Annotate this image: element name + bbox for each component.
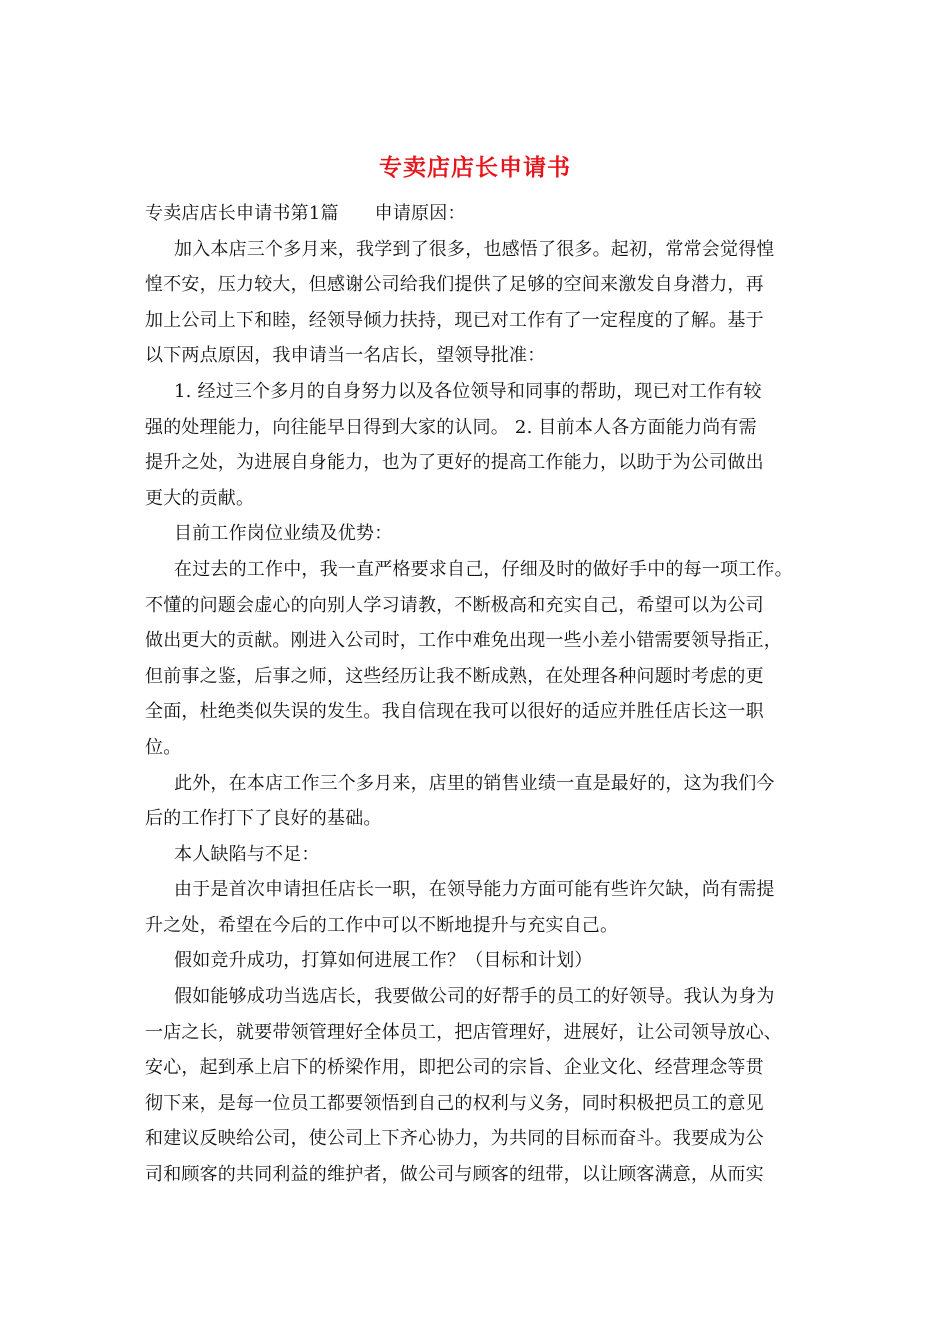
text-line-content: 提升之处，为进展自身能力，也为了更好的提高工作能力，以助于为公司做出 <box>145 452 764 474</box>
text-line <box>145 979 815 1015</box>
text-line-content: 强的处理能力，向往能早日得到大家的认同。 2. 目前本人各方面能力尚有需 <box>145 416 757 438</box>
text-line <box>145 943 815 979</box>
document-title: 专卖店店长申请书 <box>379 154 571 181</box>
text-line <box>145 303 815 339</box>
text-line <box>145 445 815 481</box>
text-line <box>145 481 815 517</box>
text-line-content: 本人缺陷与不足： <box>174 843 320 865</box>
text-line <box>145 837 815 873</box>
text-line <box>145 623 815 659</box>
text-line <box>145 1086 815 1122</box>
text-line-content: 和建议反映给公司，使公司上下齐心协力，为共同的目标而奋斗。我要成为公 <box>145 1128 764 1150</box>
text-line <box>145 552 815 588</box>
text-line-content: 加入本店三个多月来，我学到了很多，也感悟了很多。起初，常常会觉得惶 <box>174 238 775 260</box>
text-line-content: 专卖店店长申请书第1篇 <box>145 203 339 224</box>
text-line <box>145 588 815 624</box>
text-line-content: 此外，在本店工作三个多月来，店里的销售业绩一直是最好的，这为我们今 <box>174 772 775 794</box>
text-line-content: 由于是首次申请担任店长一职，在领导能力方面可能有些许欠缺，尚有需提 <box>174 879 775 901</box>
text-line-content: 做出更大的贡献。刚进入公司时，工作中难免出现一些小差小错需要领导指正， <box>145 630 782 652</box>
text-line-content: 假如竞升成功，打算如何进展工作？（目标和计划） <box>174 950 593 972</box>
text-line <box>145 801 815 837</box>
text-line-content: 安心，起到承上启下的桥梁作用，即把公司的宗旨、企业文化、经营理念等贯 <box>145 1057 764 1079</box>
text-line-content: 惶不安，压力较大，但感谢公司给我们提供了足够的空间来激发自身潜力，再 <box>145 274 764 296</box>
text-line <box>145 1015 815 1051</box>
text-line <box>145 232 815 268</box>
text-line <box>145 516 815 552</box>
text-line <box>145 338 815 374</box>
text-line-content: 全面，杜绝类似失误的发生。我自信现在我可以很好的适应并胜任店长这一职 <box>145 701 764 723</box>
text-line-content: 在过去的工作中，我一直严格要求自己，仔细及时的做好手中的每一项工作。 <box>174 558 793 580</box>
text-line <box>145 374 815 410</box>
text-line <box>145 730 815 766</box>
text-line <box>145 659 815 695</box>
text-line-content: 彻下来，是每一位员工都要领悟到自己的权利与义务，同时积极把员工的意见 <box>145 1092 764 1114</box>
text-line <box>145 1157 815 1193</box>
text-line <box>145 267 815 303</box>
text-line <box>145 694 815 730</box>
text-line-content: 位。 <box>145 736 182 758</box>
text-line <box>145 410 815 446</box>
text-line-content: 加上公司上下和睦，经领导倾力扶持，现已对工作有了一定程度的了解。基于 <box>145 309 764 331</box>
text-line-content: 目前工作岗位业绩及优势： <box>174 523 393 545</box>
text-line-content: 假如能够成功当选店长，我要做公司的好帮手的员工的好领导。我认为身为 <box>174 986 775 1008</box>
text-line-content: 一店之长，就要带领管理好全体员工，把店管理好，进展好，让公司领导放心、 <box>145 1021 782 1043</box>
text-line <box>145 1050 815 1086</box>
text-line <box>145 196 815 232</box>
text-line-content: 司和顾客的共同利益的维护者，做公司与顾客的纽带，以让顾客满意，从而实 <box>145 1164 764 1186</box>
text-line-content: 升之处，希望在今后的工作中可以不断地提升与充实自己。 <box>145 914 619 936</box>
text-line <box>145 766 815 802</box>
text-line-content: 不懂的问题会虚心的向别人学习请教，不断极高和充实自己，希望可以为公司 <box>145 594 764 616</box>
text-line-content: 但前事之鉴，后事之师，这些经历让我不断成熟，在处理各种问题时考虑的更 <box>145 665 764 687</box>
section-heading: 申请原因： <box>374 203 466 224</box>
text-line-content: 以下两点原因，我申请当一名店长，望领导批准： <box>145 345 546 367</box>
text-line-content: 1. 经过三个多月的自身努力以及各位领导和同事的帮助，现已对工作有较 <box>174 380 762 402</box>
text-line-content: 更大的贡献。 <box>145 487 255 509</box>
document-body <box>145 196 815 1193</box>
text-line-content: 后的工作打下了良好的基础。 <box>145 808 382 830</box>
text-line <box>145 1121 815 1157</box>
text-line <box>145 872 815 908</box>
text-line <box>145 908 815 944</box>
